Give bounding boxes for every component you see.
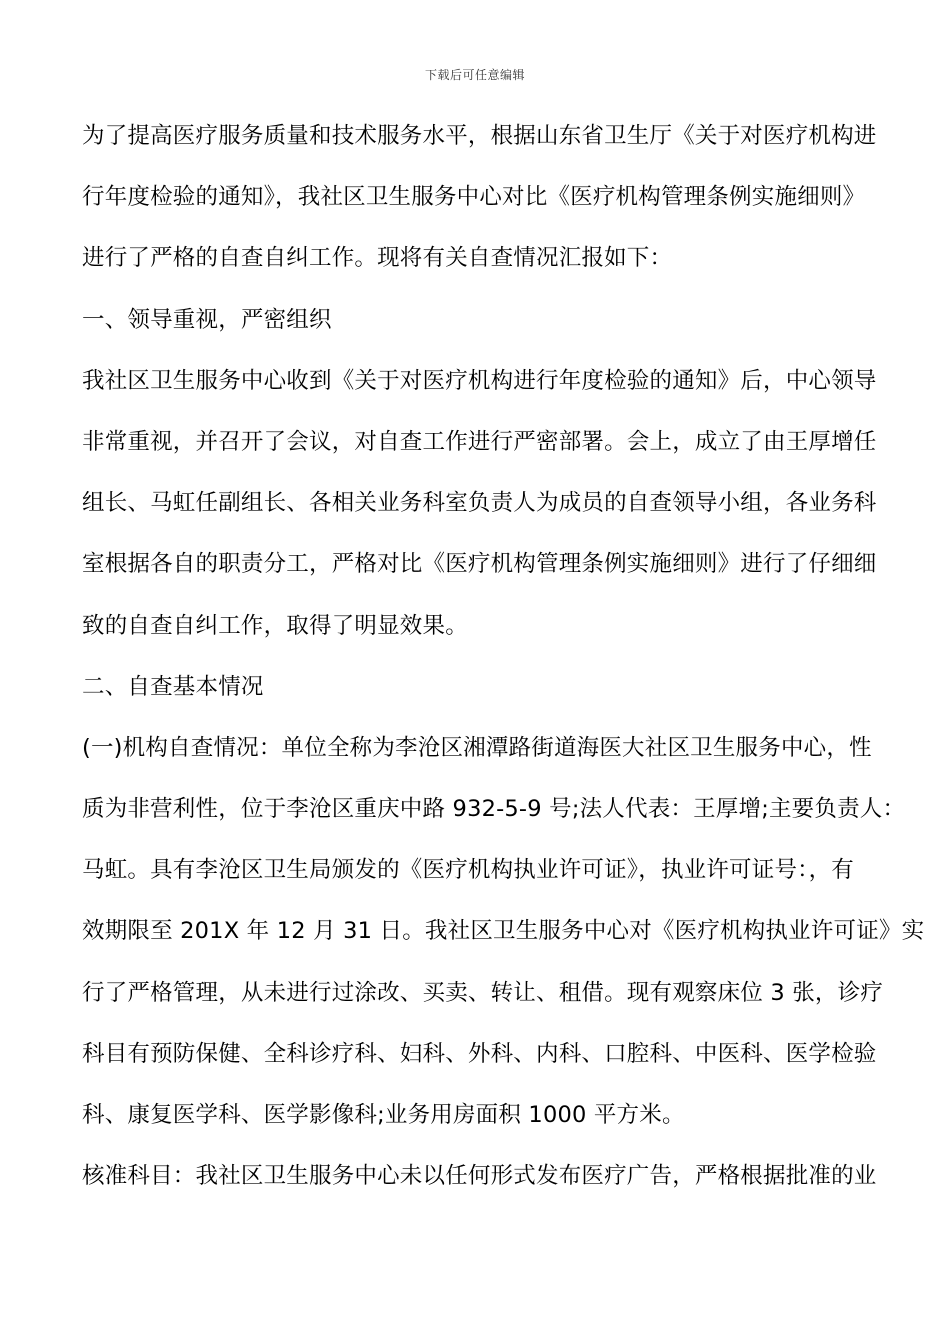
header-note: 下载后可任意编辑 (424, 68, 525, 82)
text-line: 马虹。具有李沧区卫生局颁发的《医疗机构执业许可证》，执业许可证号：，有 (82, 857, 855, 884)
text-line: 效期限至 201X 年 12 月 31 日。我社区卫生服务中心对《医疗机构执业许可证》实 (82, 918, 925, 945)
text-line: 行了严格管理，从未进行过涂改、买卖、转让、租借。现有观察床位 3 张，诊疗 (82, 979, 884, 1006)
text-line: 质为非营利性，位于李沧区重庆中路 932-5-9 号;法人代表：王厚增;主要负责人： (82, 796, 906, 823)
text-line: 核准科目：我社区卫生服务中心未以任何形式发布医疗广告，严格根据批准的业 (82, 1163, 877, 1190)
text-line: 我社区卫生服务中心收到《关于对医疗机构进行年度检验的通知》后，中心领导 (82, 367, 877, 394)
text-line: 室根据各自的职责分工，严格对比《医疗机构管理条例实施细则》进行了仔细细 (82, 551, 877, 578)
section-heading: 二、自查基本情况 (82, 673, 264, 700)
section-heading: 一、领导重视，严密组织 (82, 306, 332, 333)
text-line: (一)机构自查情况：单位全称为李沧区湘潭路街道海医大社区卫生服务中心，性 (82, 734, 872, 761)
document-body (82, 106, 925, 1207)
text-line: 行年度检验的通知》，我社区卫生服务中心对比《医疗机构管理条例实施细则》 (82, 184, 866, 211)
text-line: 致的自查自纠工作，取得了明显效果。 (82, 612, 468, 639)
text-line: 科、康复医学科、医学影像科;业务用房面积 1000 平方米。 (82, 1102, 685, 1128)
text-line: 科目有预防保健、全科诊疗科、妇科、外科、内科、口腔科、中医科、医学检验 (82, 1040, 877, 1067)
text-line: 进行了严格的自查自纠工作。现将有关自查情况汇报如下： (82, 245, 673, 272)
text-line: 组长、马虹任副组长、各相关业务科室负责人为成员的自查领导小组，各业务科 (82, 490, 877, 517)
text-line: 为了提高医疗服务质量和技术服务水平，根据山东省卫生厅《关于对医疗机构进 (82, 123, 877, 149)
text-line: 非常重视，并召开了会议，对自查工作进行严密部署。会上，成立了由王厚增任 (82, 428, 877, 455)
